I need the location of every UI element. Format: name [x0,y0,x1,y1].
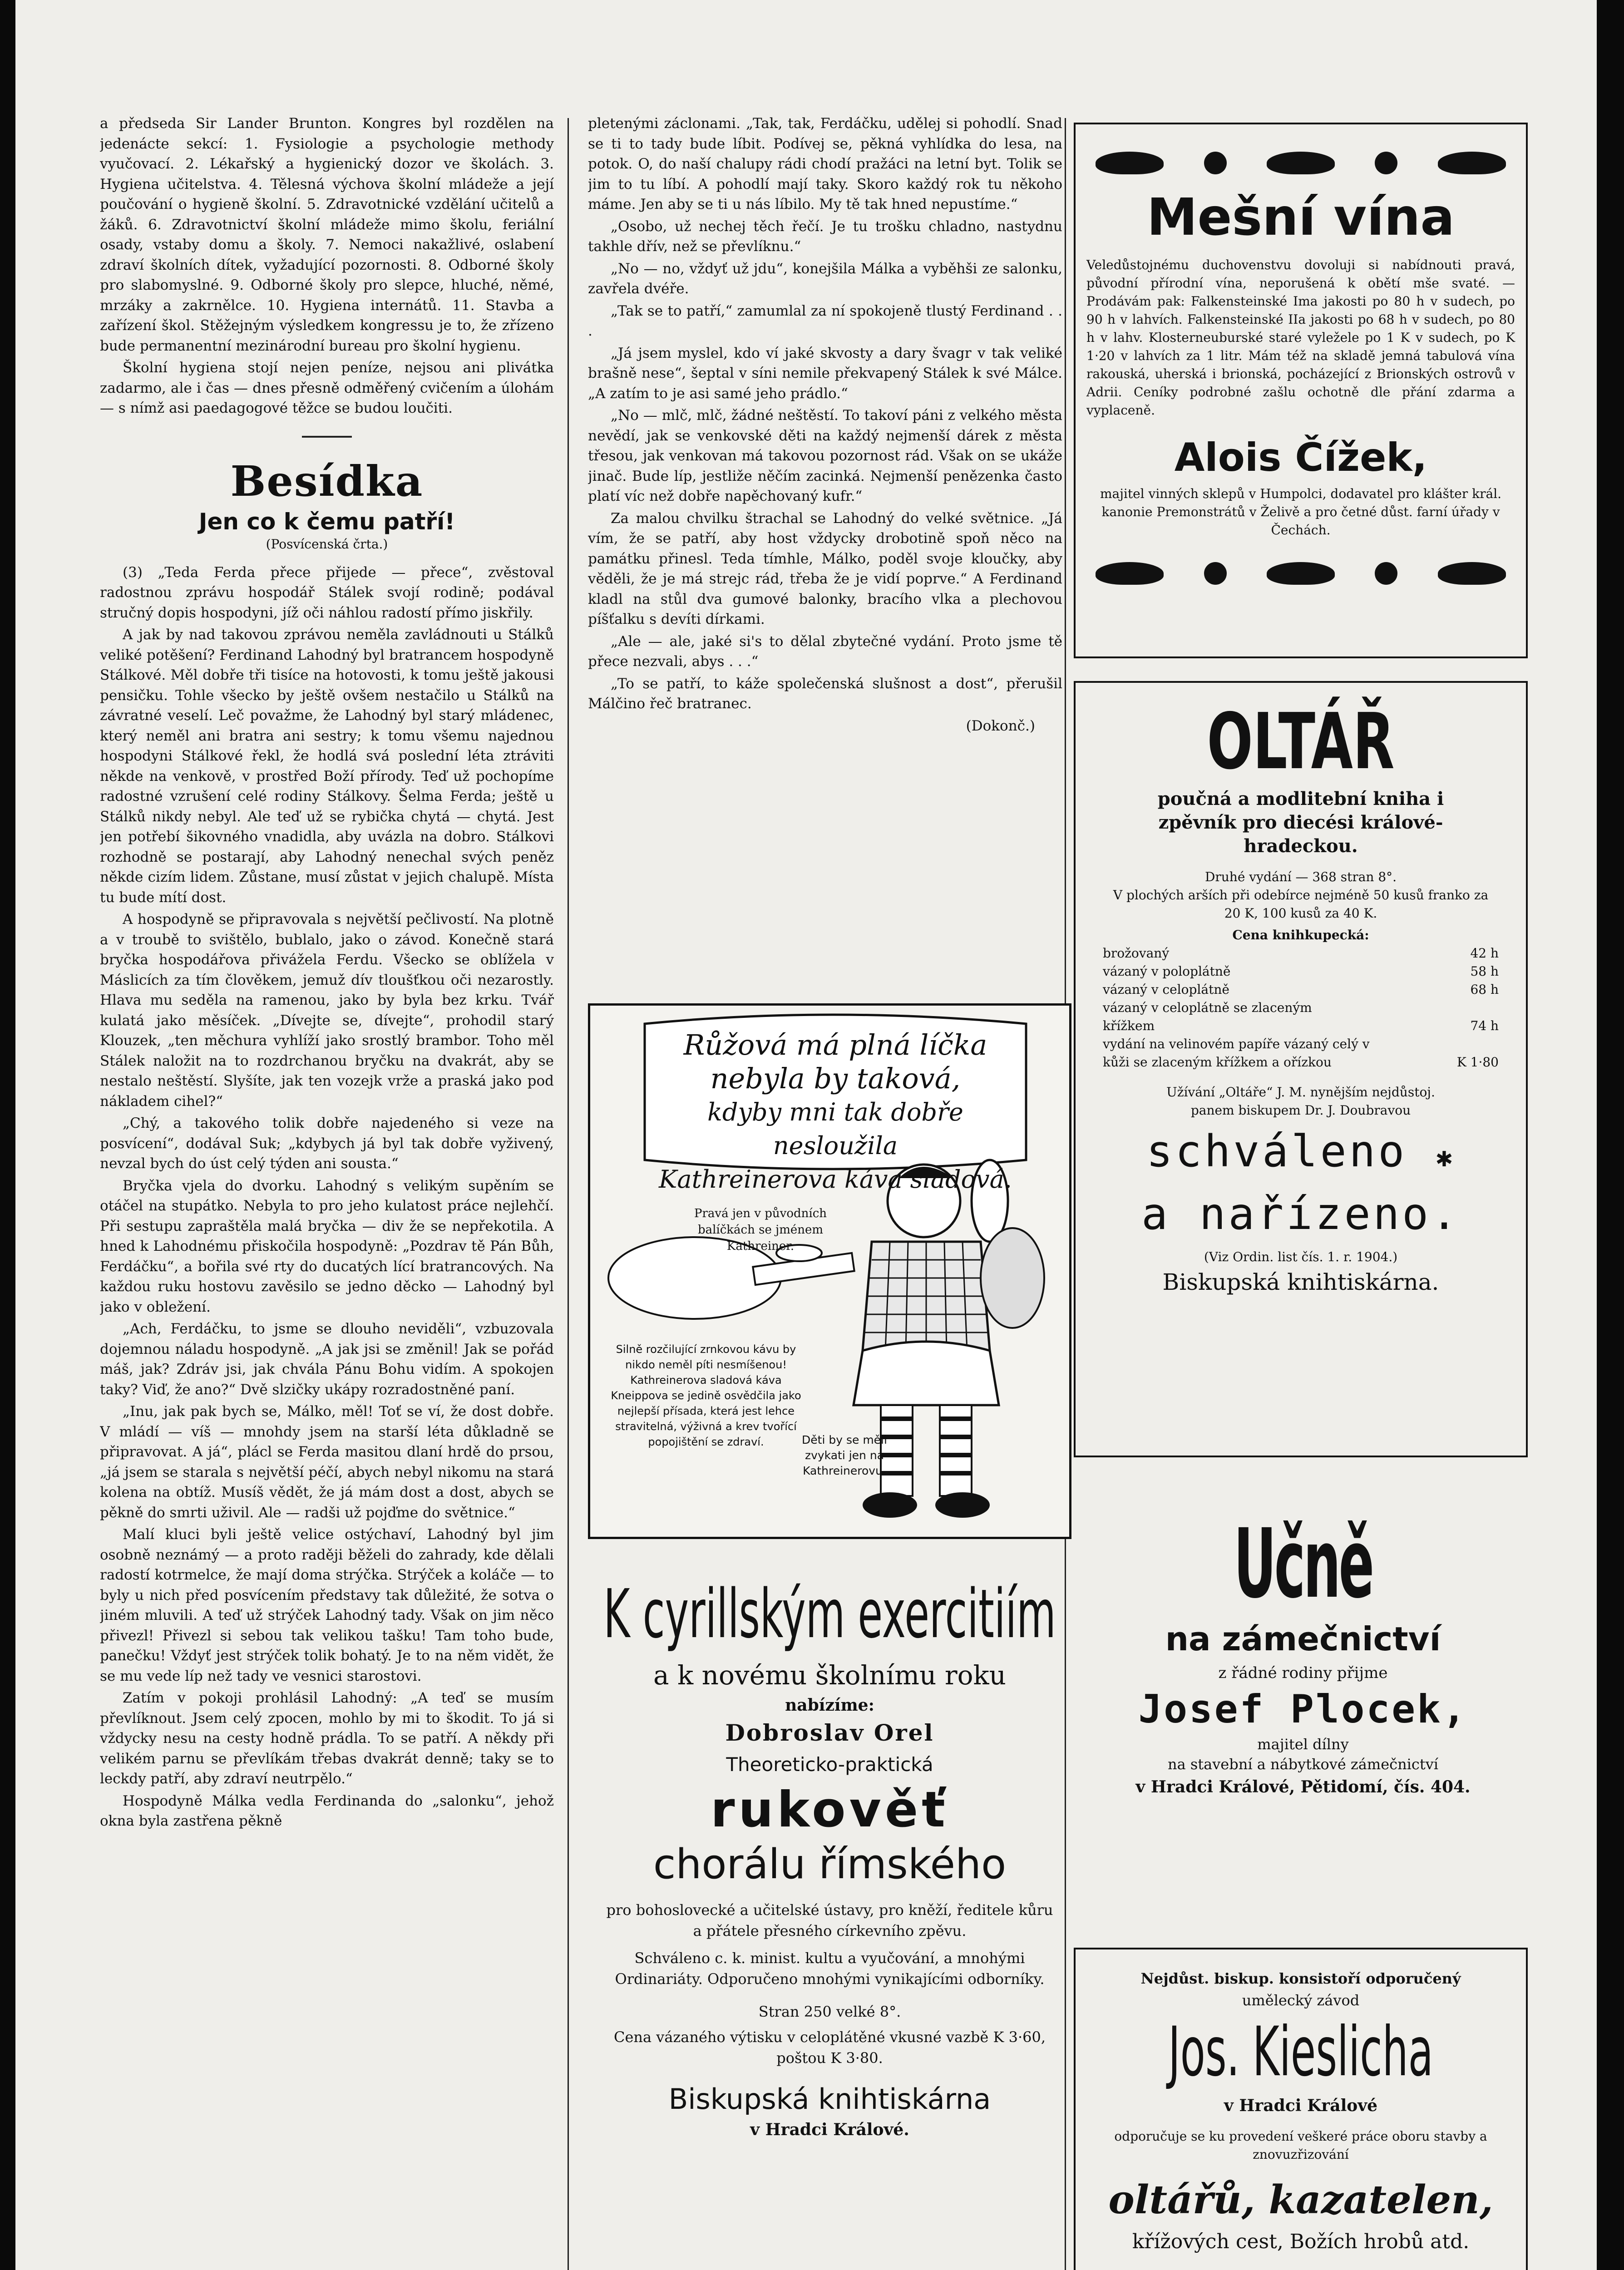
ornament-bottom [1076,553,1526,594]
rukovet-advert [588,1575,1071,2141]
rukovet-price: Cena vázaného výtisku v celoplátěné vkusné vazbě K 3·60, poštou K 3·80. [613,2028,1046,2067]
intro-paragraph: a předseda Sir Lander Brunton. Kongres byl rozdělen na jedenácte sekcí: 1. Fysiologie a psychologie methody vyučovací. 2. Lékařský a hygienický dozor ve školách. 3. Hygiena učitelstva. 4. Tělesná výchova školní mládeže a její poučování o hygieně školní. 5. Zdravotnické vzdělání učitelů a žáků. 6. Zdravotnictví školní mládeže mimo školu, feriální osady, vstaby domu a školy. 7. Nemoci nakažlivé, oslabení zdraví školních dítek, vyžadující pozornosti. 8. Odborné školy pro slabomyslné. 9. Odborné školy pro slepce, hluché, němé, mrzáky a zakrnělce. 10. Hygiena internátů. 11. Stavba a zařízení škol. Stěžejným výsledkem kongressu je to, že zřízeno bude permanentní mezinárodní bureau pro školní hygienu. [100,115,554,354]
apprentice-trade: na zámečnictví [1165,1620,1441,1658]
oltar-ref: (Viz Ordin. list čís. 1. r. 1904.) [1204,1249,1398,1264]
oltar-sub1: poučná a modlitební kniha i [1157,788,1444,809]
oltar-ordered: a nařízeno. [1141,1189,1460,1239]
column-rule-1 [568,118,569,2270]
kieslich-name: Jos. Kieslicha [1168,2013,1433,2092]
story-paragraph: „No — no, vždyť už jdu“, konejšila Málka a vyběhši ze salonku, zavřela dvéře. [588,260,1062,297]
story-paragraph: „Tak se to patří,“ zamumlal za ní spokojeně tlustý Ferdinand . . . [588,302,1062,339]
story-paragraph: „Osobo, už nechej těch řečí. Je tu trošku chladno, nastydnu takhle dřív, než se převlíknu.“ [588,218,1062,255]
kieslich-city: v Hradci Králové [1224,2096,1378,2115]
intro-paragraph-2: Školní hygiena stojí nejen peníze, nejsou ani plivátka zadarmo, ale i čas — dnes přesně odměřený cvičením a úlohám — s nímž asi paedagogové těžce se budou loučiti. [100,360,554,416]
oltar-price-list [1076,944,1526,1071]
rukovet-subtitle: chorálu římského [653,1841,1007,1888]
apprentice-name: Josef Plocek, [1138,1687,1468,1732]
oltar-edition: Druhé vydání — 368 stran 8°. [1204,869,1397,884]
rukovet-publisher: Biskupská knihtiskárna [668,2082,991,2116]
right-scan-edge [1597,0,1624,2270]
story-paragraph: „Chý, a takového tolik dobře najedeného si veze na posvícení“, dodával Suk; „kdybych já byl tak dobře vyživený, nevzal bych do úst celý týden ani sousta.“ [100,1115,554,1172]
rukovet-title: rukověť [711,1781,949,1838]
story-paragraph: „No — mlč, mlč, žádné neštěstí. To takoví páni z velkého města nevědí, jak se venkovské děti na každý nejmenší dárek z města třesou, jak venkovan má takovou pozornost rád. Však on se ukáže jinač. Bude líp, jestliže něčím zacinká. Nejmenší penězenka často platí víc než dobře napěchovaný kufr.“ [588,407,1062,504]
story-paragraph: „Ach, Ferdáčku, to jsme se dlouho neviděli“, vzbuzovala dojemnou náladu hospodyně. „A jak jsi se změnil! Jak se pořád máš, jak? Zdráv jsi, jak chvála Pánu Bohu vidím. A spokojen taky? Viď, že ano?“ Dvě slzičky ukápy rozradostněné paní. [100,1321,554,1398]
oltar-advert [1074,681,1528,1457]
story-paragraph: „Inu, jak pak bych se, Málko, měl! Toť se ví, že dost dobře. V mládí — víš — mnohdy jsem na starší léta důkladně se připravovat. A já“, plácl se Ferda masitou dlaní hrdě do prsou, „já jsem se starala s největší péčí, abych nebyl nikomu na stará kolena na obtíž. Musíš vědět, že já mám dost a dost, abych se pěkně do smrti uživil. Ale — radši už pojďme do světnice.“ [100,1403,554,1521]
story-paragraph: Hospodyně Málka vedla Ferdinanda do „salonku“, jehož okna byla zastřena pěkně [100,1792,554,1829]
apprentice-line6: na stavební a nábytkové zámečnictví [1167,1756,1438,1773]
rukovet-line3: nabízíme: [785,1696,874,1715]
section-separator [302,436,352,438]
oltar-sub2: zpěvník pro diecési králové-hradeckou. [1158,812,1443,857]
kieslich-body [1076,2268,1526,2270]
price-row: vázaný v poloplátně 58 h [1103,964,1499,979]
wine-body: Veledůstojnému duchovenstvu dovoluji si nabídnouti pravá, původní přírodní vína, neporušená k obětí mše svaté. — Prodávám pak: Falkensteinské Ima jakosti po 80 h v sudech, po 90 h v lahvích. Falkensteinské IIa jakosti po 68 h v sudech, po 80 h v lahv. Klosterneuburské staré vyležele po 1 K v sudech, po K 1·20 v lahvích za 1 litr. Mám též na skladě jemná tabulová vína rakouská, uherská i brionská, pocházející z Brionských ostrovů v Adrii. Ceníky podrobné zašlu ochotně dle přání zdarma a vyplaceně. [1086,257,1515,418]
apprentice-title: Učně [1234,1508,1372,1619]
wine-merchant-name: Alois Čížek, [1174,435,1427,480]
rukovet-approval: Schváleno c. k. minist. kultu a vyučování, a mnohými Ordinariáty. Odporučeno mnohými vynikajícími odborníky. [615,1949,1045,1988]
wine-advert [1074,123,1528,658]
rukovet-pages: Stran 250 velké 8°. [758,2003,901,2020]
kathreiner-bubble-2: Silně rozčilující zrnkovou kávu by nikdo neměl píti nesmíšenou! Kathreinerova sladová káva Kneippova se jedině osvědčila jako nejlepší přísada, která jest lehce stravitelná, výživná a krev tvořící popojištění se zdraví. [611,1343,801,1448]
story-title: Jen co k čemu patří! [198,508,455,535]
kieslich-items: oltářů, kazatelen, [1108,2177,1493,2223]
wine-title: Mešní vína [1147,188,1455,247]
wine-merchant-info: majitel vinných sklepů v Humpolci, dodavatel pro klášter král. kanonie Premonstrátů v Želivě a pro četné důst. farní úřady v Čechách. [1100,486,1502,538]
oltar-title: OLTÁŘ [1207,697,1395,787]
column-2 [588,114,1071,2270]
column-1 [100,114,554,2270]
story-paragraph: Za malou chvilku štrachal se Lahodný do velké světnice. „Já vím, že se patří, aby host vždycky drobotině spoň něco na památku přinesl. Teda tímhle, Málko, poděl svoje kloučky, aby věděli, že je má strejc rád, třeba že je vidí poprve.“ A Ferdinand kladl na stůl dva gumové balonky, bracího vlka a plechovou píšťalku s devíti dírkami. [588,510,1062,627]
oltar-bulk: V plochých arších při odebírce nejméně 50 kusů franko za 20 K, 100 kusů za 40 K. [1113,888,1489,921]
rukovet-author: Dobroslav Orel [725,1719,934,1746]
left-scan-edge [0,0,15,2270]
kathreiner-bubble-3: Děti by se měli zvykati jen na Kathreinerovu. [802,1433,887,1477]
star-icon: ✱ [1436,1141,1456,1173]
apprentice-advert [1074,1508,1532,1800]
continued-note: (Dokonč.) [966,717,1035,734]
story-paragraph: A jak by nad takovou zprávou neměla zavládnouti u Stálků veliké potěšení? Ferdinand Lahodný byl bratrancem hospodyně Stálkové. Měl dobře tři tisíce na hotovosti, k tomu ještě jakousi pensičku. Tohle všecko by ještě ovšem nestačilo u Stálků na závratné veselí. Leč považme, že Lahodný byl starý mládenec, který neměl ani bratra ani sestry; k tomu všemu najednou hospodyni Stálkové řekl, že hodlá svá poslední léta ztráviti někde na venkově, v prostřed Boží přírody. Teď už pochopíme radostné vzrušení celé rodiny Stálkovy. Šelma Ferda; ještě u Stálků nikdy nebyl. Ale teď už se rybička chytá — chytá. Jest jen potřebí šikovného vnadidla, aby uvázla na dobro. Stálkovi rozhodně se postarají, aby Lahodný nenechal svých peněz někde cizím lidem. Zůstane, musí zůstat v jejich chalupě. Místa tu bude mítí dost. [100,627,554,906]
ornament-top [1076,143,1526,183]
price-row: vázaný v celoplátně se zlaceným křížkem 74 h [1103,1000,1499,1033]
price-row: vydání na velinovém papíře vázaný celý v kůži se zlaceným křížkem a ořízkou K 1·80 [1103,1036,1499,1070]
kieslich-items2: křížových cest, Božích hrobů atd. [1132,2230,1470,2253]
oltar-publisher: Biskupská knihtiskárna. [1162,1269,1439,1295]
story-paragraph: Zatím v pokoji prohlásil Lahodný: „A teď se musím převlíknout. Jsem celý zpocen, mohlo by mi to škodit. To já si vždycky nesu na cesty hodně prádla. To se patří. A někdy při velikém parnu se převlíkám třebas dvakrát denně; taky se to leckdy patří, aby zdraví neutrpělo.“ [100,1690,554,1787]
kieslich-advert [1074,1948,1528,2270]
story-paragraph: „To se patří, to káže společenská slušnost a dost“, přerušil Málčino řeč bratranec. [588,675,1062,712]
price-row: brožovaný 42 h [1103,946,1499,961]
story-paragraph: „Ale — ale, jaké si's to dělal zbytečné vydání. Proto jsme tě přece nezvali, abys . . .“ [588,633,1062,670]
rukovet-headline: K cyrillským exercitiím [603,1575,1056,1653]
story-paragraph: A hospodyně se připravovala s největší pečlivostí. Na plotně a v troubě to svištělo, bublalo, jako o závod. Konečně stará bryčka hospodářova přivážela Ferdu. Všecko se oblížela v Máslicích za tím člověkem, jemuž dív tloušťkou oči nezarostly. Hlava mu seděla na ramenou, jako by byla bez krku. Tvář kulatá jako měsíček. „Dívejte se, dívejte“, prohodil starý Klouzek, „ten měchura vyhlíží jako srostlý brambor. Toho měl Stálek naložit na to rozdrchanou bryčku na dvakrát, aby se nestalo neštěstí. Slyšíte, jak ten vozejk vrže a praská jako pod nákladem cihel?“ [100,911,554,1110]
oltar-usage: Užívání „Oltáře“ J. M. nynějším nejdůstoj. panem biskupem Dr. J. Doubravou [1166,1085,1435,1118]
rukovet-line5: Theoreticko-praktická [726,1753,933,1776]
price-row: vázaný v celoplátně 68 h [1103,982,1499,997]
story-paragraph: Bryčka vjela do dvorku. Lahodný s velikým supěním se otáčel na stupátko. Nebyla to pro jeho kulatost práce nejlehčí. Při sestupu zapraštěla malá bryčka — div že se nepřekotila. A hned k Lahodnému přiskočila hospodyně: „Pozdrav tě Pán Bůh, Ferdáčku“, a bořila své rty do ducatých lící bratrancových. Na každou ruku hostovu zavěsilo se jedno děcko — Lahodný byl jako v obležení. [100,1177,554,1315]
oltar-approved: schváleno ✱ [1146,1126,1456,1177]
story-genre: (Posvícenská črta.) [266,536,388,552]
kathreiner-advert [588,1003,1071,1539]
rukovet-city: v Hradci Králové. [750,2120,909,2139]
story-paragraph: (3) „Teda Ferda přece přijede — přece“, zvěstoval radostnou zprávu hospodář Stálek svojí rodině; podával stručný dopis hospodyni, jíž oči náhlou radostí přímo jiskřily. [100,564,554,621]
story-paragraph: Malí kluci byli ještě velice ostýchaví, Lahodný byl jim osobně neznámý — a proto raději běželi do zahrady, kde dělali radostí kotrmelce, že mají doma strýčka. Strýček a koláče — to byly u nich před posvícením představy tak důležité, že sotva o jiném mluvili. A teď už strýček Lahodný tady. Však on jim něco přivezl! Přivezl si sebou tak velikou tašku! Tam toho bude, panečku! Vždyť jest strýček tolik bohatý. Je to na něm vidět, že se mu vede líp než tady ve vesnici starostovi. [100,1526,554,1684]
oltar-price-head: Cena knihkupecká: [1232,928,1369,943]
story-paragraph: „Já jsem myslel, kdo ví jaké skvosty a dary švagr v tak veliké brašně nese“, šeptal v síni nemile překvapený Stálek k své Málce. „A zatím to je asi samé jeho prádlo.“ [588,345,1062,402]
story-continuation [588,114,1062,738]
rukovet-desc: pro bohoslovecké a učitelské ústavy, pro kněží, ředitele kůru a přátele přesného církevního zpěvu. [606,1901,1053,1939]
apprentice-address: v Hradci Králové, Pětidomí, čís. 404. [1135,1777,1471,1796]
apprentice-line3: z řádné rodiny přijme [1218,1664,1388,1682]
apprentice-line5: majitel dílny [1257,1736,1349,1753]
kieslich-line5: odporučuje se ku provedení veškeré práce oboru stavby a znovuzřizování [1114,2129,1487,2162]
kieslich-line2: umělecký závod [1242,1992,1360,2009]
column-3 [1074,114,1532,2270]
kathreiner-slogan: Růžová má plná líčka nebyla by taková, kdyby mni tak dobře nesloužila Kathreinerova káva sladová. [659,1028,1012,1194]
kathreiner-bubble-1: Pravá jen v původních balíčkách se jménem Kathreiner. [694,1207,827,1253]
section-heading: Besídka [230,456,424,506]
kieslich-line1: Nejdůst. biskup. konsistoří odporučený [1140,1970,1461,1987]
story-paragraph: pletenými záclonami. „Tak, tak, Ferdáčku, udělej si pohodlí. Snad se ti to tady bude líbit. Podívej se, pěkná vyhlídka do lesa, na potok. O, do naší chalupy rádi chodí pražáci na letní byt. Tolik se jim to tu líbí. A pohodlí mají taky. Skoro každý rok tu někoho máme. Jen aby se ti u nás líbilo. My tě tak hned nepustíme.“ [588,115,1062,212]
rukovet-line2: a k novému školnímu roku [653,1660,1006,1691]
